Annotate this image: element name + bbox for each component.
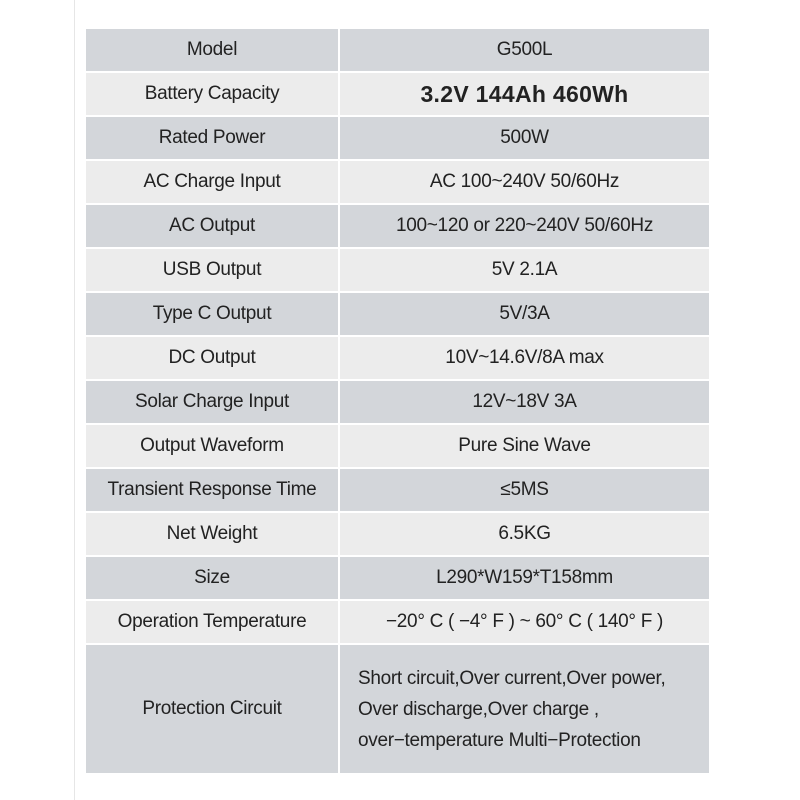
protection-value — [340, 645, 711, 775]
table-row — [86, 381, 711, 425]
spec-value: ≤5MS — [340, 469, 711, 513]
spec-value: 5V/3A — [340, 293, 711, 337]
table-row — [86, 513, 711, 557]
table-row — [86, 645, 711, 775]
spec-value: 10V~14.6V/8A max — [340, 337, 711, 381]
table-row — [86, 29, 711, 73]
spec-label: Rated Power — [86, 117, 340, 161]
spec-value: 500W — [340, 117, 711, 161]
table-row — [86, 425, 711, 469]
spec-label: Operation Temperature — [86, 601, 340, 645]
spec-value: L290*W159*T158mm — [340, 557, 711, 601]
spec-value: Pure Sine Wave — [340, 425, 711, 469]
table-row — [86, 73, 711, 117]
table-row — [86, 161, 711, 205]
table-row — [86, 557, 711, 601]
table-row — [86, 205, 711, 249]
spec-label: DC Output — [86, 337, 340, 381]
table-row — [86, 293, 711, 337]
spec-label: AC Charge Input — [86, 161, 340, 205]
table-row — [86, 117, 711, 161]
spec-value: 3.2V 144Ah 460Wh — [340, 73, 711, 117]
spec-label: Protection Circuit — [86, 645, 340, 775]
table-row — [86, 469, 711, 513]
table-row — [86, 337, 711, 381]
spec-label: Size — [86, 557, 340, 601]
spec-label: Type C Output — [86, 293, 340, 337]
spec-label: Model — [86, 29, 340, 73]
spec-label: USB Output — [86, 249, 340, 293]
protection-line: Over discharge,Over charge , — [358, 698, 599, 720]
table-row — [86, 249, 711, 293]
spec-label: Transient Response Time — [86, 469, 340, 513]
spec-label: Net Weight — [86, 513, 340, 557]
spec-value: 6.5KG — [340, 513, 711, 557]
table-row — [86, 601, 711, 645]
spec-label: Solar Charge Input — [86, 381, 340, 425]
spec-value: −20° C ( −4° F ) ~ 60° C ( 140° F ) — [340, 601, 711, 645]
spec-value: G500L — [340, 29, 711, 73]
protection-line: over−temperature Multi−Protection — [358, 729, 641, 751]
specification-table — [86, 29, 711, 775]
spec-label: AC Output — [86, 205, 340, 249]
page-margin-rule — [74, 0, 75, 800]
protection-line: Short circuit,Over current,Over power, — [358, 667, 666, 689]
spec-value: AC 100~240V 50/60Hz — [340, 161, 711, 205]
spec-value: 12V~18V 3A — [340, 381, 711, 425]
spec-value: 100~120 or 220~240V 50/60Hz — [340, 205, 711, 249]
spec-value: 5V 2.1A — [340, 249, 711, 293]
spec-label: Battery Capacity — [86, 73, 340, 117]
spec-label: Output Waveform — [86, 425, 340, 469]
